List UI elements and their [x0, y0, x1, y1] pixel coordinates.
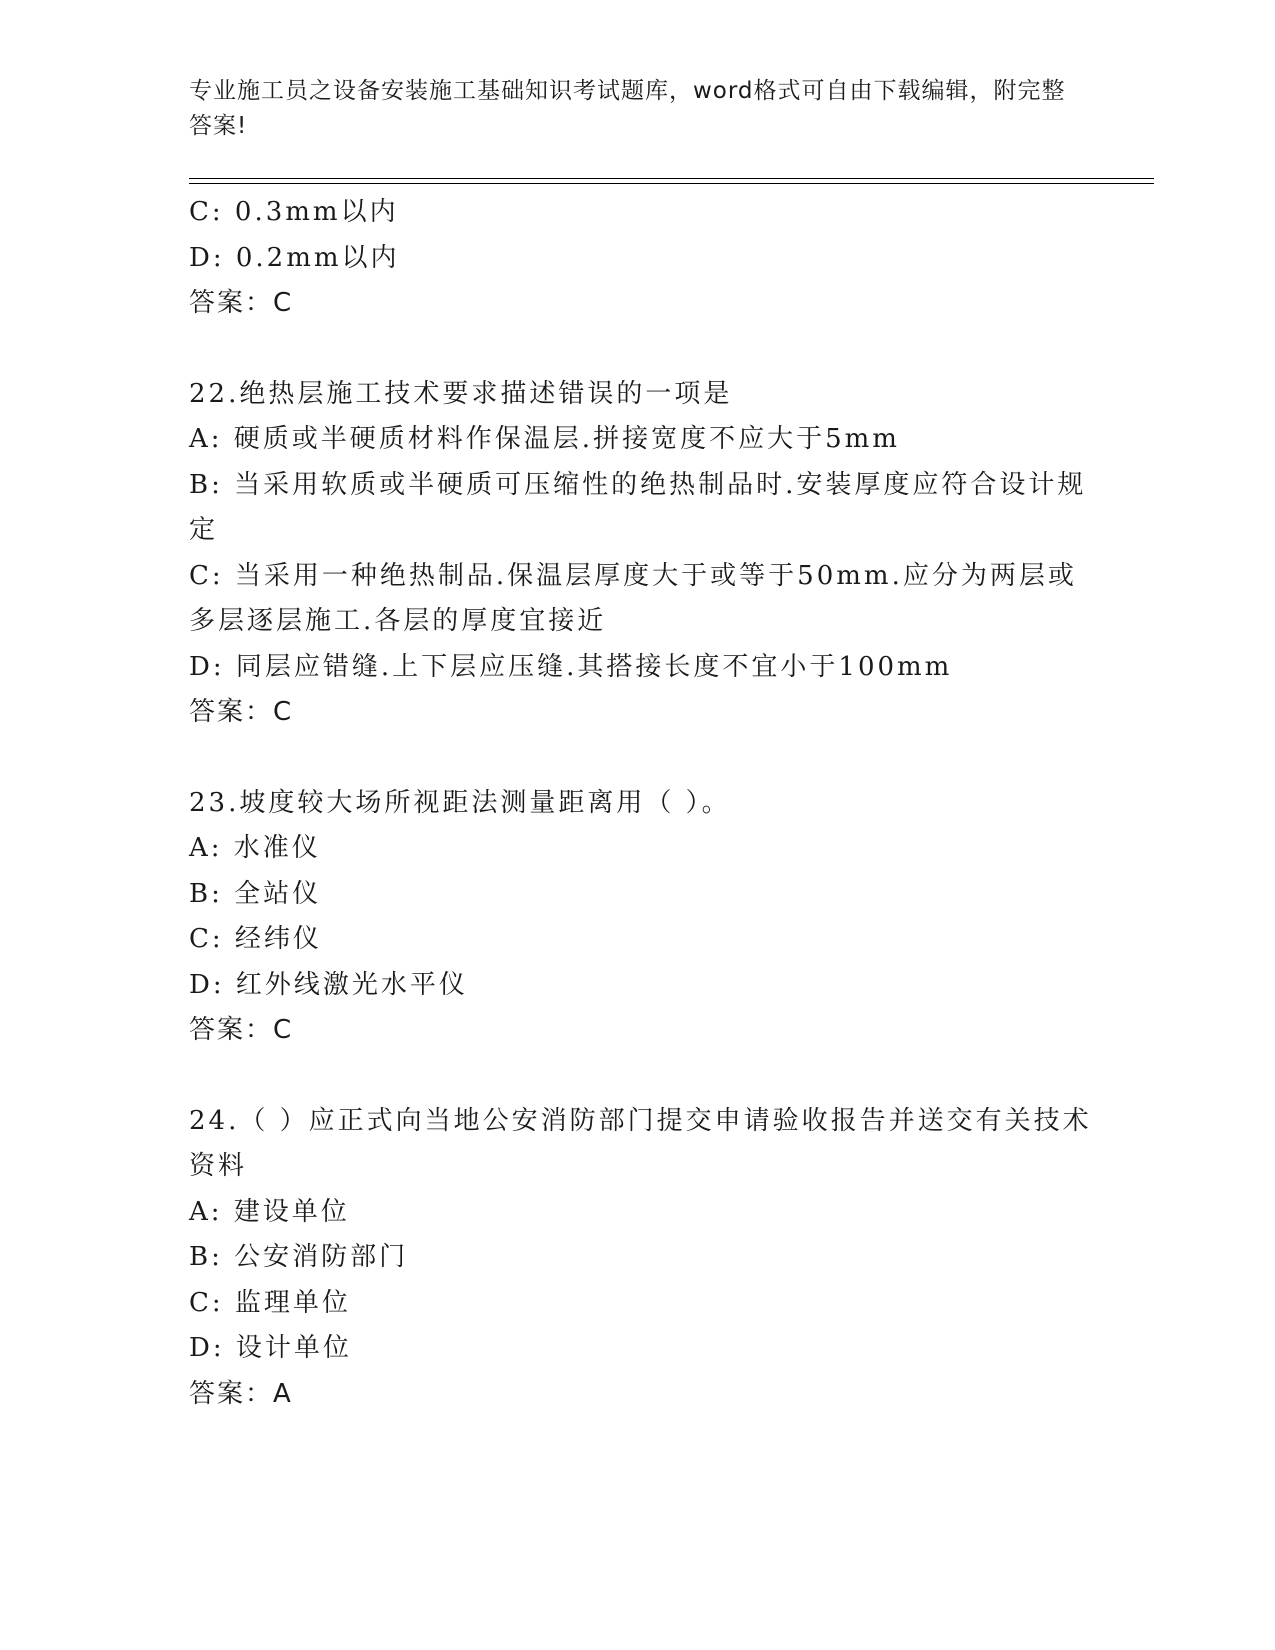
option-c: C: 监理单位 — [189, 1287, 351, 1318]
header-divider-bottom — [189, 183, 1154, 184]
option-d: D: 红外线激光水平仪 — [189, 969, 468, 1000]
option-a: A: 建设单位 — [189, 1196, 350, 1227]
option-d: D: 0.2mm以内 — [189, 242, 400, 273]
spacer — [189, 1054, 1094, 1099]
header-divider-top — [189, 178, 1154, 179]
document-header: 专业施工员之设备安装施工基础知识考试题库，word格式可自由下载编辑，附完整答案! — [189, 78, 1066, 139]
option-b: B: 当采用软质或半硬质可压缩性的绝热制品时.安装厚度应符合设计规定 — [189, 469, 1087, 545]
spacer — [189, 736, 1094, 781]
option-c: C: 经纬仪 — [189, 924, 322, 954]
answer-line: 答案：C — [189, 288, 294, 318]
option-b: B: 全站仪 — [189, 878, 322, 909]
option-a: A: 硬质或半硬质材料作保温层.拼接宽度不应大于5mm — [189, 424, 900, 454]
question-text: 23.坡度较大场所视距法测量距离用（ ）。 — [189, 787, 731, 818]
option-d: D: 同层应错缝.上下层应压缝.其搭接长度不宜小于100mm — [189, 651, 953, 682]
option-c: C: 0.3mm以内 — [189, 197, 399, 227]
answer-line: 答案：C — [189, 1015, 294, 1045]
question-block-22 — [189, 372, 1094, 736]
option-a: A: 水准仪 — [189, 833, 321, 863]
question-list — [189, 190, 1094, 1417]
answer-line: 答案：C — [189, 697, 294, 727]
option-b: B: 公安消防部门 — [189, 1242, 409, 1272]
option-c: C: 当采用一种绝热制品.保温层厚度大于或等于50mm.应分为两层或多层逐层施工.各层的厚度宜接近 — [189, 560, 1077, 636]
question-block-23 — [189, 781, 1094, 1054]
question-text: 22.绝热层施工技术要求描述错误的一项是 — [189, 378, 733, 409]
answer-line: 答案：A — [189, 1378, 293, 1409]
question-text: 24.（ ）应正式向当地公安消防部门提交申请验收报告并送交有关技术资料 — [189, 1105, 1092, 1181]
option-d: D: 设计单位 — [189, 1333, 352, 1363]
spacer — [189, 327, 1094, 372]
question-block-prev — [189, 190, 1094, 327]
question-block-24 — [189, 1099, 1094, 1418]
